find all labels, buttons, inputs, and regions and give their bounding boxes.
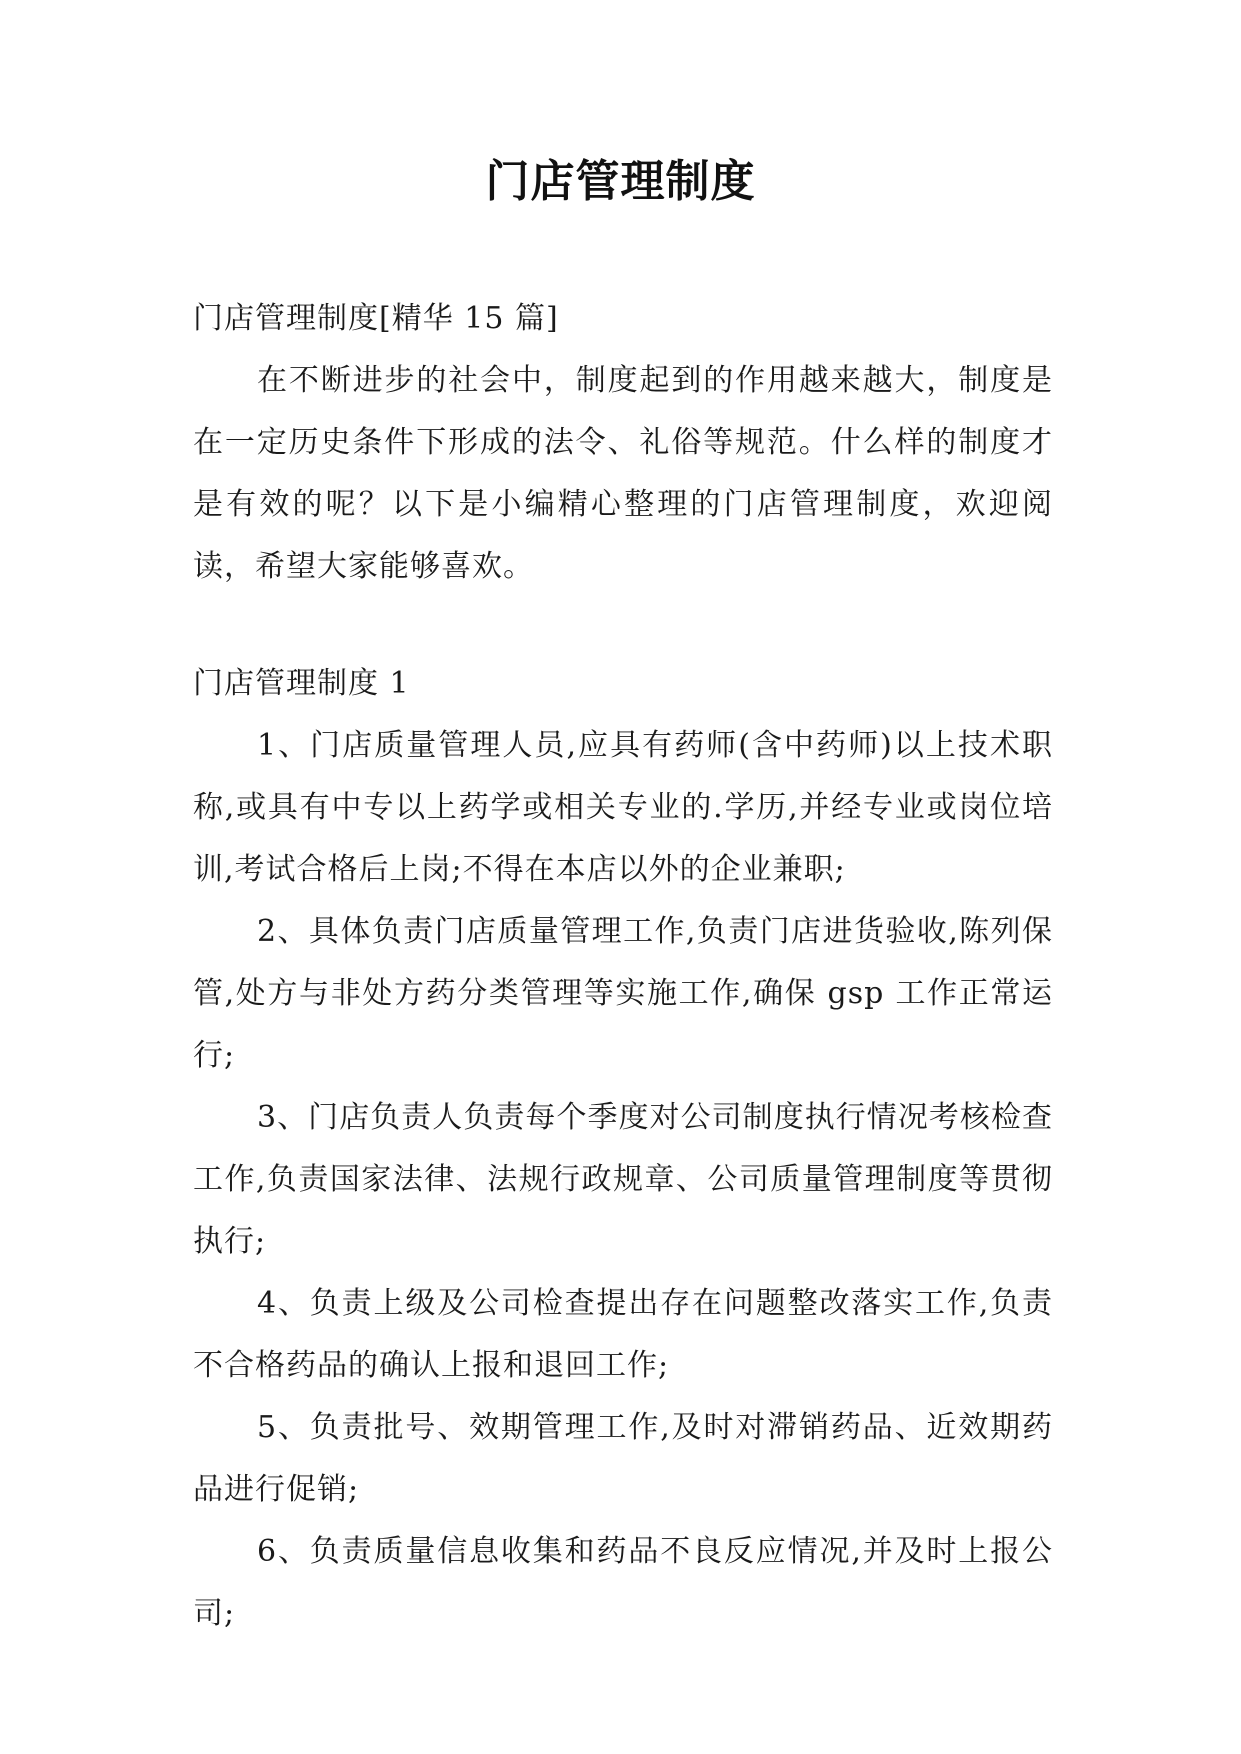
list-item: 5、负责批号、效期管理工作,及时对滞销药品、近效期药品进行促销;	[193, 1410, 1053, 1507]
document-subtitle: 门店管理制度[精华 15 篇]	[193, 301, 559, 336]
intro-paragraph: 在不断进步的社会中，制度起到的作用越来越大，制度是在一定历史条件下形成的法令、礼俗等规范。什么样的制度才是有效的呢？以下是小编精心整理的门店管理制度，欢迎阅读，希望大家能够喜欢。	[193, 363, 1053, 584]
document-body	[193, 288, 1053, 1645]
section-heading: 门店管理制度 1	[193, 666, 410, 701]
list-item: 4、负责上级及公司检查提出存在问题整改落实工作,负责不合格药品的确认上报和退回工作;	[193, 1286, 1053, 1383]
list-item: 6、负责质量信息收集和药品不良反应情况,并及时上报公司;	[193, 1534, 1053, 1631]
list-item: 1、门店质量管理人员,应具有药师(含中药师)以上技术职称,或具有中专以上药学或相关专业的.学历,并经专业或岗位培训,考试合格后上岗;不得在本店以外的企业兼职;	[193, 728, 1053, 887]
paragraph-spacer	[193, 598, 1053, 653]
list-item: 3、门店负责人负责每个季度对公司制度执行情况考核检查工作,负责国家法律、法规行政规章、公司质量管理制度等贯彻执行;	[193, 1100, 1053, 1259]
list-item: 2、具体负责门店质量管理工作,负责门店进货验收,陈列保管,处方与非处方药分类管理等实施工作,确保 gsp 工作正常运行;	[193, 914, 1053, 1073]
document-title: 门店管理制度	[485, 156, 756, 207]
